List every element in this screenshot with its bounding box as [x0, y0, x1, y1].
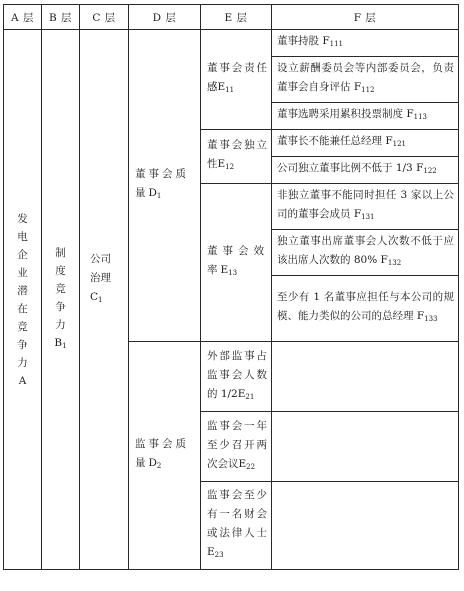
- level-c-code: $C_1$: [90, 291, 103, 304]
- header-b: B 层: [42, 5, 80, 30]
- level-f122-cell: 公司独立董事比例不低于 1/3 $F_{122}$: [272, 157, 459, 184]
- header-a: A 层: [4, 5, 42, 30]
- level-a-code: A: [18, 374, 27, 387]
- level-e21-cell: 外部监事占监事会人数的 $1/2E_{21}$: [201, 342, 272, 412]
- table-row: [4, 30, 459, 57]
- level-e12-cell: 董事会独立性$E_{12}$: [201, 130, 272, 184]
- level-e23-cell: 监事会至少有一名财会或法律人士$E_{23}$: [201, 482, 272, 570]
- level-b-cell: [42, 30, 80, 570]
- level-f112-cell: 设立薪酬委员会等内部委员会，负责董事会自身评估 $F_{112}$: [272, 57, 459, 103]
- level-b-text: 制度竞争力: [55, 247, 66, 331]
- level-d2-text: 监事会质量$D_2$: [135, 438, 189, 470]
- level-c-cell: [80, 30, 129, 570]
- level-f113-cell: 董事选聘采用累积投票制度 $F_{113}$: [272, 103, 459, 130]
- table-wrapper: [3, 4, 459, 570]
- level-f111-cell: 董事持股 $F_{111}$: [272, 30, 459, 57]
- level-f132-cell: 独立董事出席董事会人次数不低于应该出席人次数的 80% $F_{132}$: [272, 230, 459, 276]
- header-row: [4, 5, 459, 30]
- level-a-cell: [4, 30, 42, 570]
- level-e13-cell: 董事会效率$E_{13}$: [201, 184, 272, 342]
- level-b-code: $B_1$: [54, 337, 67, 350]
- empty-f-cell: [272, 482, 459, 570]
- level-d1-text: 董事会质量$D_1$: [135, 168, 189, 200]
- empty-f-cell: [272, 412, 459, 482]
- header-e: E 层: [201, 5, 272, 30]
- header-d: D 层: [129, 5, 201, 30]
- level-a-text: 发电企业潜在竞争力: [17, 212, 28, 369]
- header-c: C 层: [80, 5, 129, 30]
- indicator-table: [3, 4, 459, 570]
- level-e22-cell: 监事会一年至少召开两次会议$E_{22}$: [201, 412, 272, 482]
- level-f121-cell: 董事长不能兼任总经理 $F_{121}$: [272, 130, 459, 157]
- level-f133-cell: 至少有 1 名董事应担任与本公司的规模、能力类似的公司的总经理 $F_{133}$: [272, 276, 459, 342]
- level-f131-cell: 非独立董事不能同时担任 3 家以上公司的董事会成员 $F_{131}$: [272, 184, 459, 230]
- empty-f-cell: [272, 342, 459, 412]
- header-f: F 层: [272, 5, 459, 30]
- level-e11-cell: 董事会责任感$E_{11}$: [201, 30, 272, 130]
- level-c-text: 公司治理: [90, 253, 111, 284]
- level-d1-cell: [129, 30, 201, 342]
- level-d2-cell: [129, 342, 201, 570]
